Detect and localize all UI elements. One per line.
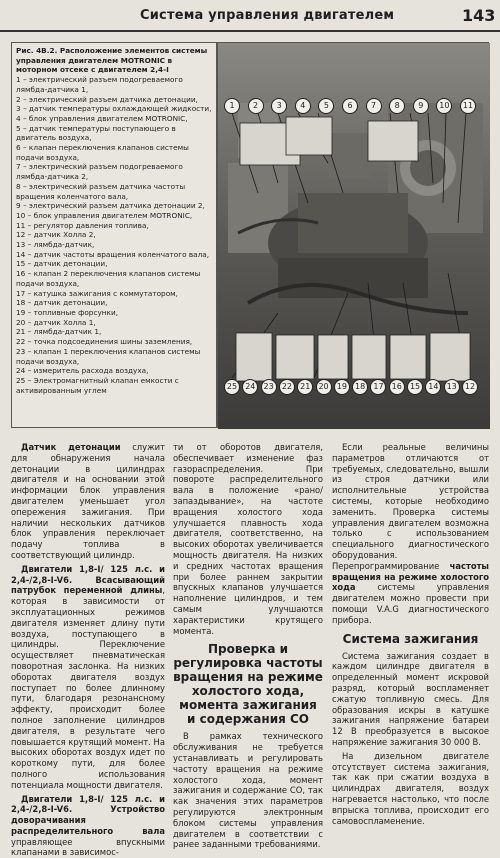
section-title-idle: Проверка и регулировка частоты вращения на режиме холостого хода, момента зажигания и содержания CO — [173, 642, 323, 726]
paragraph: Система зажигания создает в каждом цилиндре двигателя в определенный момент искровой разряд, который воспламеняет сжатую топливную смесь. Для образования искры в катушке зажигания напряжение батареи 12 В преобразуется в высокое напряжение зажигания 30 000 В. — [332, 651, 489, 748]
callout-number: 10 — [436, 98, 452, 114]
column-3 — [332, 442, 489, 757]
callout-number: 8 — [389, 98, 405, 114]
paragraph-text: Если реальные величины параметров отличаются от требуемых, следовательно, вышли из строя датчики или исполнительные устройства системы, которые необходимо заменить. Проверка системы управления двигателем возможна только с использованием специального диагностического оборудования. Перепрограммирование — [332, 442, 489, 571]
running-title: Система управления двигателем — [140, 8, 394, 23]
paragraph: В рамках технического обслуживания не требуется устанавливать и регулировать частоту вращения на режиме холостого хода, момент зажигания и содержание CO, так как значения этих параметров регулируются электронным блоком системы управления двигателем в соответствии с ранее заданными требованиями. — [173, 731, 323, 850]
caption-title: Рис. 4В.2. Расположение элементов системы управления двигателем MOTRONIC в моторном отсеке с двигателем 2,4-I — [16, 46, 212, 75]
caption-item: 10 – блок управления двигателем MOTRONIC, — [16, 211, 212, 221]
paragraph-text: служит для обнаружения начала детонации в цилиндрах двигателя и на основании этой информации блок управления двигателем уменьшает угол опережения зажигания. При наличии нескольких датчиков блок управления переключает подачу топлива в соответствующий цилиндр. — [11, 442, 165, 560]
callout-number: 24 — [242, 379, 258, 395]
caption-item: 25 – Электромагнитный клапан емкости с активированным углем — [16, 376, 212, 395]
term-intake-manifold: Двигатели 1,8-I/ 125 л.с. и 2,4-/2,8-I-V6. Всасывающий патрубок переменной длины — [11, 564, 165, 596]
paragraph — [11, 442, 165, 561]
page-number: 143 — [462, 6, 495, 25]
callout-number: 15 — [407, 379, 423, 395]
caption-item: 18 – датчик детонации, — [16, 298, 212, 308]
figure-caption — [11, 42, 217, 428]
callout-number: 1 — [224, 98, 240, 114]
caption-item: 14 – датчик частоты вращения коленчатого вала, — [16, 250, 212, 260]
callout-number: 4 — [295, 98, 311, 114]
caption-item: 12 – датчик Холла 2, — [16, 230, 212, 240]
callout-number: 23 — [261, 379, 277, 395]
callout-number: 11 — [460, 98, 476, 114]
callout-number: 12 — [462, 379, 478, 395]
paragraph-text: , которая в зависимости от эксплуатационных режимов двигателя изменяет длину пути воздуха, поступающего в цилиндры. Переключение осуществляет пневматическая поворотная заслонка. На низких оборотах двигателя воздух поступает по более длинному пути, благодаря резонансному эффекту, происходит более полное заполнение цилиндров двигателя, в результате чего повышается крутящий момент. На высоких оборотах воздух идет по короткому пути, для более полного использования потенциала мощности двигателя. — [11, 585, 165, 789]
callout-number: 16 — [389, 379, 405, 395]
section-title-ignition: Система зажигания — [332, 632, 489, 646]
caption-item: 22 – точка подсоединения шины заземления, — [16, 337, 212, 347]
caption-item: 6 – клапан переключения клапанов системы подачи воздуха, — [16, 143, 212, 162]
caption-item: 23 – клапан 1 переключения клапанов системы подачи воздуха, — [16, 347, 212, 366]
callout-number: 5 — [318, 98, 334, 114]
callout-number: 22 — [279, 379, 295, 395]
caption-item: 1 – электрический разъем подогреваемого лямбда-датчика 1, — [16, 75, 212, 94]
callout-number: 13 — [444, 379, 460, 395]
callout-number: 2 — [248, 98, 264, 114]
engine-photo — [217, 42, 489, 428]
caption-item: 17 – катушка зажигания с коммутатором, — [16, 289, 212, 299]
paragraph — [11, 564, 165, 791]
caption-item: 5 – датчик температуры поступающего в двигатель воздуха, — [16, 124, 212, 143]
callout-number: 14 — [425, 379, 441, 395]
callout-number: 21 — [297, 379, 313, 395]
term-idle-speed: частоты вращения на режиме холостого хода — [332, 561, 489, 593]
caption-item: 20 – датчик Холла 1, — [16, 318, 212, 328]
caption-item: 9 – электрический разъем датчика детонации 2, — [16, 201, 212, 211]
caption-item: 13 – лямбда-датчик, — [16, 240, 212, 250]
caption-item: 4 – блок управления двигателем MOTRONIC, — [16, 114, 212, 124]
term-camshaft: Двигатели 1,8-I/ 125 л.с. и 2,4-/2,8-I-V6. Устройство доворачивания распределительного вала — [11, 794, 165, 836]
paragraph — [11, 794, 165, 858]
paragraph-text: системы управления двигателем можно провести при помощи V.A.G диагностического прибора. — [332, 582, 489, 624]
paragraph: На дизельном двигателе отсутствует система зажигания, так как при сжатии воздуха в цилиндрах двигателя, воздух нагревается настолько, что после впрыска топлива, происходит его самовоспламенение. — [332, 751, 489, 827]
callout-number: 25 — [224, 379, 240, 395]
callout-number: 19 — [334, 379, 350, 395]
callout-number: 17 — [370, 379, 386, 395]
callout-number: 9 — [413, 98, 429, 114]
caption-item: 8 – электрический разъем датчика частоты вращения коленчатого вала, — [16, 182, 212, 201]
caption-item: 19 – топливные форсунки, — [16, 308, 212, 318]
column-2 — [173, 442, 323, 757]
callout-number: 7 — [366, 98, 382, 114]
callout-number: 20 — [316, 379, 332, 395]
callout-number: 6 — [342, 98, 358, 114]
callout-number: 3 — [271, 98, 287, 114]
page-header — [0, 0, 500, 32]
column-1 — [11, 442, 165, 757]
caption-item: 2 – электрический разъем датчика детонации, — [16, 95, 212, 105]
caption-list — [16, 75, 212, 395]
paragraph — [332, 442, 489, 626]
caption-item: 21 – лямбда-датчик 1, — [16, 327, 212, 337]
callout-number: 18 — [352, 379, 368, 395]
caption-item: 3 – датчик температуры охлаждающей жидкости, — [16, 104, 212, 114]
caption-item: 7 – электрический разъем подогреваемого лямбда-датчика 2, — [16, 162, 212, 181]
caption-item: 24 – измеритель расхода воздуха, — [16, 366, 212, 376]
paragraph-text: управляющее впускными клапанами в зависимос- — [11, 837, 165, 858]
caption-item: 15 – датчик детонации, — [16, 259, 212, 269]
caption-item: 11 – регулятор давления топлива, — [16, 221, 212, 231]
term-knock-sensor: Датчик детонации — [21, 442, 121, 452]
paragraph: ти от оборотов двигателя, обеспечивает изменение фаз газораспределения. При повороте распределительного вала в положение «рано/ запаздывание», на частоте вращения холостого хода улучшается плавность хода двигателя, соответственно, на высоких оборотах увеличивается мощность двигателя. На низких и средних частотах вращения при более раннем закрытии впускных клапанов улучшается наполнение цилиндров, и тем самым улучшаются характеристики крутящего момента. — [173, 442, 323, 636]
caption-item: 16 – клапан 2 переключения клапанов системы подачи воздуха, — [16, 269, 212, 288]
